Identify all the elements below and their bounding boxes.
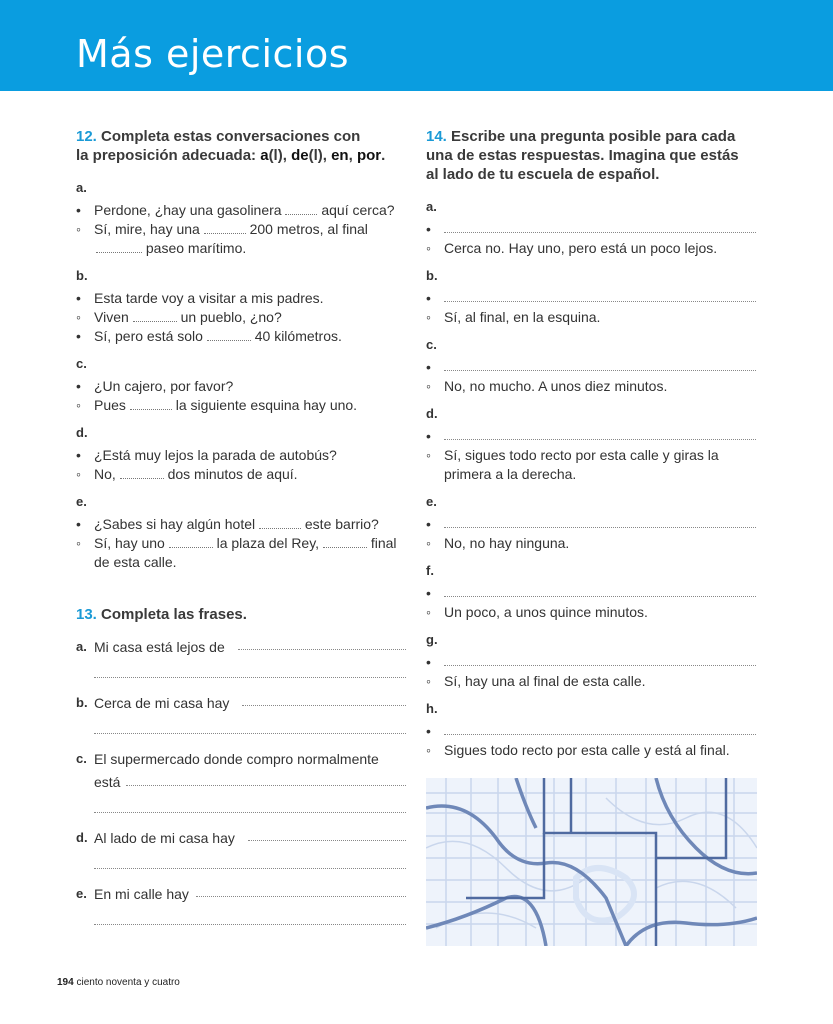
answer-blank[interactable] [120,466,164,479]
ex13-a-letter: a. [76,639,87,654]
writing-line[interactable] [444,734,756,735]
ex12-b-letter: b. [76,268,88,283]
ex12-d-line1: ¿Está muy lejos la parada de autobús? [94,447,337,463]
prep-a-rest: (l), [268,147,292,164]
hollow-bullet-icon: ◦ [426,673,431,689]
writing-line[interactable] [444,439,756,440]
ex13-c-letter: c. [76,751,87,766]
filled-bullet-icon: • [426,654,431,670]
hollow-bullet-icon: ◦ [426,535,431,551]
prep-por: por [356,147,382,164]
text: Sí, hay uno [94,535,165,551]
ex12-b-line1: Esta tarde voy a visitar a mis padres. [94,290,324,306]
ex14-g-letter: g. [426,632,438,647]
text: Sí, pero está solo [94,328,203,344]
ex14-e-answer: No, no hay ninguna. [444,535,570,551]
hollow-bullet-icon: ◦ [76,309,81,325]
text: final [370,535,397,551]
ex14-b-letter: b. [426,268,438,283]
ex12-a-line1 [94,201,395,220]
exercise-12-heading [76,127,416,165]
prep-en: en [331,147,349,164]
filled-bullet-icon: • [426,290,431,306]
writing-line[interactable] [94,812,406,813]
ex14-h-answer: Sigues todo recto por esta calle y está al final. [444,742,730,758]
text: Perdone, ¿hay una gasolinera [94,202,282,218]
ex14-d-answer: Sí, sigues todo recto por esta calle y giras la [444,447,719,463]
filled-bullet-icon: • [76,378,81,394]
text: la plaza del Rey, [216,535,320,551]
writing-line[interactable] [196,896,406,897]
ex12-d-letter: d. [76,425,88,440]
page-title: Más ejercicios [76,32,349,76]
ex12-c-letter: c. [76,356,87,371]
text: Pues [94,397,126,413]
writing-line[interactable] [444,301,756,302]
answer-blank[interactable] [204,221,246,234]
exercise-14-line1: Escribe una pregunta posible para cada [451,128,736,145]
text: No, [94,466,116,482]
exercise-13-title: Completa las frases. [101,606,247,623]
hollow-bullet-icon: ◦ [76,397,81,413]
ex13-d-letter: d. [76,830,88,845]
hollow-bullet-icon: ◦ [426,309,431,325]
writing-line[interactable] [94,868,406,869]
filled-bullet-icon: • [76,516,81,532]
filled-bullet-icon: • [76,202,81,218]
ex12-e-letter: e. [76,494,87,509]
filled-bullet-icon: • [426,428,431,444]
writing-line[interactable] [248,840,406,841]
ex13-e-letter: e. [76,886,87,901]
answer-blank[interactable] [285,202,317,215]
filled-bullet-icon: • [426,723,431,739]
ex14-c-answer: No, no mucho. A unos diez minutos. [444,378,668,394]
filled-bullet-icon: • [426,585,431,601]
exercise-14-line3: al lado de tu escuela de español. [426,166,660,183]
writing-line[interactable] [242,705,406,706]
writing-line[interactable] [444,665,756,666]
answer-blank[interactable] [323,535,367,548]
exercise-13-heading [76,605,247,624]
filled-bullet-icon: • [426,516,431,532]
exercise-12-number: 12. [76,128,97,145]
hollow-bullet-icon: ◦ [76,221,81,237]
filled-bullet-icon: • [76,447,81,463]
prep-sep: , [348,147,357,164]
writing-line[interactable] [94,677,406,678]
ex14-g-answer: Sí, hay una al final de esta calle. [444,673,646,689]
ex14-b-answer: Sí, al final, en la esquina. [444,309,601,325]
writing-line[interactable] [94,924,406,925]
page-number-words: ciento noventa y cuatro [76,977,180,988]
street-map-graphic [426,778,757,946]
writing-line[interactable] [444,370,756,371]
hollow-bullet-icon: ◦ [76,466,81,482]
text: Sí, mire, hay una [94,221,200,237]
text: ¿Sabes si hay algún hotel [94,516,256,532]
ex12-e-line2 [94,534,397,553]
ex13-b-text: Cerca de mi casa hay [94,695,230,711]
writing-line[interactable] [444,596,756,597]
prep-end: . [381,147,386,164]
text: la siguiente esquina hay uno. [175,397,358,413]
prep-a: a [260,147,269,164]
page-header [0,0,833,91]
writing-line[interactable] [444,527,756,528]
ex14-f-answer: Un poco, a unos quince minutos. [444,604,648,620]
page-number: 194 [57,977,74,988]
exercise-12-line2: la preposición adecuada: [76,147,261,164]
filled-bullet-icon: • [76,290,81,306]
ex12-e-line3: de esta calle. [94,554,177,570]
hollow-bullet-icon: ◦ [426,447,431,463]
ex13-d-text: Al lado de mi casa hay [94,830,235,846]
hollow-bullet-icon: ◦ [426,378,431,394]
ex14-c-letter: c. [426,337,437,352]
exercise-13-number: 13. [76,606,97,623]
answer-blank[interactable] [207,328,251,341]
answer-blank[interactable] [96,240,142,253]
hollow-bullet-icon: ◦ [426,742,431,758]
answer-blank[interactable] [169,535,213,548]
exercise-14-line2: una de estas respuestas. Imagina que estás [426,147,739,164]
ex13-a-text: Mi casa está lejos de [94,639,225,655]
ex12-b-line3 [94,327,342,346]
writing-line[interactable] [238,649,406,650]
ex12-b-line2 [94,308,282,327]
ex12-e-line1 [94,515,379,534]
hollow-bullet-icon: ◦ [76,535,81,551]
prep-de-rest: (l), [308,147,332,164]
filled-bullet-icon: • [426,359,431,375]
answer-blank[interactable] [130,397,172,410]
ex14-a-letter: a. [426,199,437,214]
filled-bullet-icon: • [426,221,431,237]
ex12-a-line2 [94,220,368,239]
ex14-a-answer: Cerca no. Hay uno, pero está un poco lejos. [444,240,718,256]
ex14-d-answer2: primera a la derecha. [444,466,577,482]
text: paseo marítimo. [145,240,247,256]
page-footer [57,977,180,988]
city-map-illustration [426,778,757,946]
ex12-c-line2 [94,396,357,415]
text: este barrio? [304,516,379,532]
ex13-c-text2: está [94,774,121,790]
filled-bullet-icon: • [76,328,81,344]
ex12-d-line2 [94,465,298,484]
exercise-12-line1: Completa estas conversaciones con [101,128,361,145]
ex13-e-text: En mi calle hay [94,886,189,902]
answer-blank[interactable] [133,309,177,322]
ex14-f-letter: f. [426,563,434,578]
text: Viven [94,309,129,325]
prep-de: de [291,147,309,164]
text: 200 metros, al final [249,221,368,237]
hollow-bullet-icon: ◦ [426,240,431,256]
writing-line[interactable] [444,232,756,233]
hollow-bullet-icon: ◦ [426,604,431,620]
answer-blank[interactable] [259,516,301,529]
text: dos minutos de aquí. [167,466,298,482]
text: aquí cerca? [321,202,395,218]
exercise-14-heading [426,127,766,184]
ex12-a-line3 [96,239,246,258]
ex14-h-letter: h. [426,701,438,716]
writing-line[interactable] [126,785,406,786]
ex14-e-letter: e. [426,494,437,509]
ex13-b-letter: b. [76,695,88,710]
exercise-14-number: 14. [426,128,447,145]
text: 40 kilómetros. [254,328,342,344]
ex12-c-line1: ¿Un cajero, por favor? [94,378,234,394]
ex12-a-letter: a. [76,180,87,195]
ex14-d-letter: d. [426,406,438,421]
text: un pueblo, ¿no? [180,309,282,325]
ex13-c-text: El supermercado donde compro normalmente [94,751,379,767]
writing-line[interactable] [94,733,406,734]
